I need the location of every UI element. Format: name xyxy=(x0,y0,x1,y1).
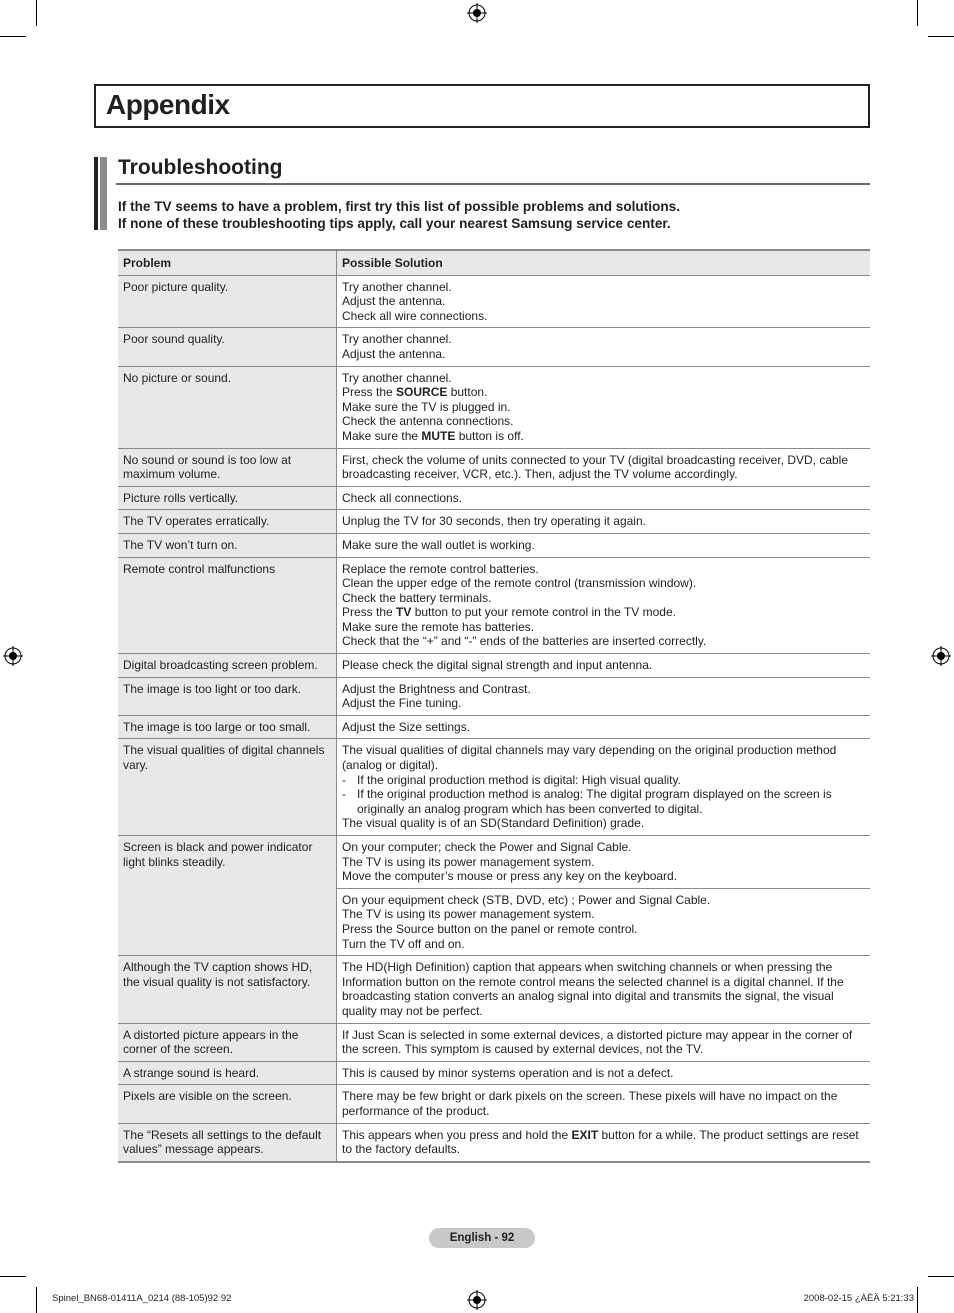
solution-cell xyxy=(337,533,871,557)
footer-file-info: Spinel_BN68-01411A_0214 (88-105)92 92 xyxy=(52,1293,232,1304)
solution-line: Check the battery terminals. xyxy=(342,590,492,605)
crop-mark xyxy=(0,36,26,37)
solution-cell xyxy=(337,510,871,534)
solution-line: Check all wire connections. xyxy=(342,308,488,323)
table-row xyxy=(118,654,870,678)
problem-cell: Pixels are visible on the screen. xyxy=(118,1085,337,1123)
solution-line: The TV is using its power management system. xyxy=(342,854,595,869)
solution-line: - If the original production method is digital: High visual quality. xyxy=(342,772,681,787)
solution-cell xyxy=(337,366,871,448)
problem-cell: The “Resets all settings to the default values” message appears. xyxy=(118,1123,337,1162)
column-header-problem: Problem xyxy=(118,250,337,275)
solution-line: First, check the volume of units connected to your TV (digital broadcasting receiver, DVD, cable broadcasting receiver, VCR, etc.). Then, adjust the TV volume accordingly. xyxy=(342,452,849,482)
solution-cell xyxy=(337,1085,871,1123)
problem-cell: Screen is black and power indicator light blinks steadily. xyxy=(118,836,337,956)
table-row xyxy=(118,1085,870,1123)
solution-line: On your equipment check (STB, DVD, etc) ; Power and Signal Cable. xyxy=(342,892,711,907)
problem-cell: A strange sound is heard. xyxy=(118,1061,337,1085)
solution-line: Please check the digital signal strength and input antenna. xyxy=(342,658,653,673)
solution-line: - If the original production method is analog: The digital program displayed on the screen is originally an analog program which has been converted to digital. xyxy=(342,787,832,816)
crop-mark xyxy=(36,0,37,26)
table-row xyxy=(118,715,870,739)
solution-cell xyxy=(337,715,871,739)
solution-line: The TV is using its power management system. xyxy=(342,907,595,922)
crop-mark xyxy=(928,1276,954,1277)
table-row xyxy=(118,533,870,557)
solution-cell xyxy=(337,448,871,486)
registration-mark-icon xyxy=(467,3,487,23)
solution-line: There may be few bright or dark pixels on the screen. These pixels will have no impact on the performance of the product. xyxy=(342,1089,838,1118)
column-header-solution: Possible Solution xyxy=(337,250,871,275)
solution-line: Adjust the Fine tuning. xyxy=(342,696,462,711)
table-row xyxy=(118,739,870,836)
solution-line: Make sure the MUTE button is off. xyxy=(342,428,524,443)
solution-cell xyxy=(337,654,871,678)
table-body xyxy=(118,275,870,1162)
problem-cell: No sound or sound is too low at maximum volume. xyxy=(118,448,337,486)
table-row xyxy=(118,1023,870,1061)
solution-cell xyxy=(337,1023,871,1061)
problem-cell: The TV operates erratically. xyxy=(118,510,337,534)
solution-line: The HD(High Definition) caption that appears when switching channels or when pressing the Information button on the remote control means the selected channel is a digital channel. If the broadcasting station converts an analog signal into digital and transmits the signal, the visual quality may not be perfect. xyxy=(342,960,844,1018)
solution-line: Move the computer’s mouse or press any key on the keyboard. xyxy=(342,869,678,884)
solution-line: Make sure the remote has batteries. xyxy=(342,619,535,634)
solution-cell xyxy=(337,275,871,328)
page-number-badge: English - 92 xyxy=(429,1228,535,1248)
solution-line: Make sure the TV is plugged in. xyxy=(342,399,511,414)
section-divider xyxy=(116,183,870,185)
table-row xyxy=(118,366,870,448)
registration-mark-icon xyxy=(3,646,23,666)
table-row xyxy=(118,328,870,366)
footer-timestamp: 2008-02-15 ¿ÀÈÄ 5:21:33 xyxy=(803,1293,914,1304)
solution-line: Check the antenna connections. xyxy=(342,414,514,429)
solution-cell xyxy=(337,739,871,836)
table-row xyxy=(118,1061,870,1085)
solution-line: Make sure the wall outlet is working. xyxy=(342,537,535,552)
section-accent-bar xyxy=(100,157,107,230)
problem-cell: Poor sound quality. xyxy=(118,328,337,366)
table-row xyxy=(118,956,870,1023)
table-row xyxy=(118,677,870,715)
problem-cell: The TV won’t turn on. xyxy=(118,533,337,557)
solution-line: On your computer; check the Power and Signal Cable. xyxy=(342,840,632,854)
section-accent-bar xyxy=(94,157,98,230)
crop-mark xyxy=(917,1287,918,1313)
crop-mark xyxy=(917,0,918,26)
solution-line: The visual quality is of an SD(Standard Definition) grade. xyxy=(342,816,645,831)
crop-mark xyxy=(36,1287,37,1313)
section-title: Troubleshooting xyxy=(118,156,283,179)
table-row xyxy=(118,557,870,654)
solution-cell xyxy=(337,677,871,715)
solution-line: Try another channel. xyxy=(342,332,452,347)
table-row xyxy=(118,510,870,534)
solution-line: Turn the TV off and on. xyxy=(342,936,465,951)
solution-line: Adjust the Size settings. xyxy=(342,719,471,734)
solution-line: Adjust the Brightness and Contrast. xyxy=(342,681,531,696)
solution-line: Try another channel. xyxy=(342,279,452,294)
solution-cell xyxy=(337,486,871,510)
solution-line: The visual qualities of digital channels may vary depending on the original production method (analog or digital). xyxy=(342,743,837,773)
problem-cell: No picture or sound. xyxy=(118,366,337,448)
solution-line: Press the Source button on the panel or remote control. xyxy=(342,921,638,936)
solution-cell xyxy=(337,1061,871,1085)
problem-cell: The image is too large or too small. xyxy=(118,715,337,739)
registration-mark-icon xyxy=(931,646,951,666)
solution-cell xyxy=(337,836,871,889)
problem-cell: Although the TV caption shows HD, the visual quality is not satisfactory. xyxy=(118,956,337,1023)
page-title: Appendix xyxy=(106,89,230,120)
solution-line: If Just Scan is selected in some external devices, a distorted picture may appear in the corner of the screen. This symptom is caused by external devices, not the TV. xyxy=(342,1027,853,1057)
intro-line: If none of these troubleshooting tips apply, call your nearest Samsung service center. xyxy=(118,216,671,231)
solution-line: Adjust the antenna. xyxy=(342,346,446,361)
crop-mark xyxy=(0,1276,26,1277)
solution-line: Check that the “+” and “-” ends of the batteries are inserted correctly. xyxy=(342,634,707,649)
solution-line: Press the SOURCE button. xyxy=(342,385,488,400)
troubleshooting-table xyxy=(118,249,870,1163)
problem-cell: Digital broadcasting screen problem. xyxy=(118,654,337,678)
table-header-row xyxy=(118,250,870,275)
table-row xyxy=(118,448,870,486)
problem-cell: Picture rolls vertically. xyxy=(118,486,337,510)
solution-line: Replace the remote control batteries. xyxy=(342,561,539,576)
problem-cell: The visual qualities of digital channels vary. xyxy=(118,739,337,836)
intro-text xyxy=(118,198,868,232)
table-row xyxy=(118,836,870,889)
solution-cell xyxy=(337,956,871,1023)
solution-line: Check all connections. xyxy=(342,490,463,505)
problem-cell: Remote control malfunctions xyxy=(118,557,337,654)
solution-line: Unplug the TV for 30 seconds, then try operating it again. xyxy=(342,514,646,529)
table-row xyxy=(118,1123,870,1162)
intro-line: If the TV seems to have a problem, first try this list of possible problems and solutions. xyxy=(118,199,680,214)
problem-cell: The image is too light or too dark. xyxy=(118,677,337,715)
table-row xyxy=(118,275,870,328)
solution-line: Clean the upper edge of the remote control (transmission window). xyxy=(342,576,697,591)
table-row xyxy=(118,486,870,510)
solution-line: This appears when you press and hold the EXIT button for a while. The product settings are reset to the factory defaults. xyxy=(342,1127,859,1157)
solution-line: Try another channel. xyxy=(342,370,452,385)
registration-mark-icon xyxy=(467,1290,487,1310)
appendix-header-box xyxy=(94,84,870,128)
solution-line: This is caused by minor systems operation and is not a defect. xyxy=(342,1065,674,1080)
solution-cell xyxy=(337,557,871,654)
solution-cell xyxy=(337,328,871,366)
solution-line: Adjust the antenna. xyxy=(342,294,446,309)
solution-line: Press the TV button to put your remote control in the TV mode. xyxy=(342,605,676,620)
solution-cell xyxy=(337,1123,871,1162)
problem-cell: Poor picture quality. xyxy=(118,275,337,328)
problem-cell: A distorted picture appears in the corner of the screen. xyxy=(118,1023,337,1061)
solution-cell xyxy=(337,888,871,955)
crop-mark xyxy=(928,36,954,37)
